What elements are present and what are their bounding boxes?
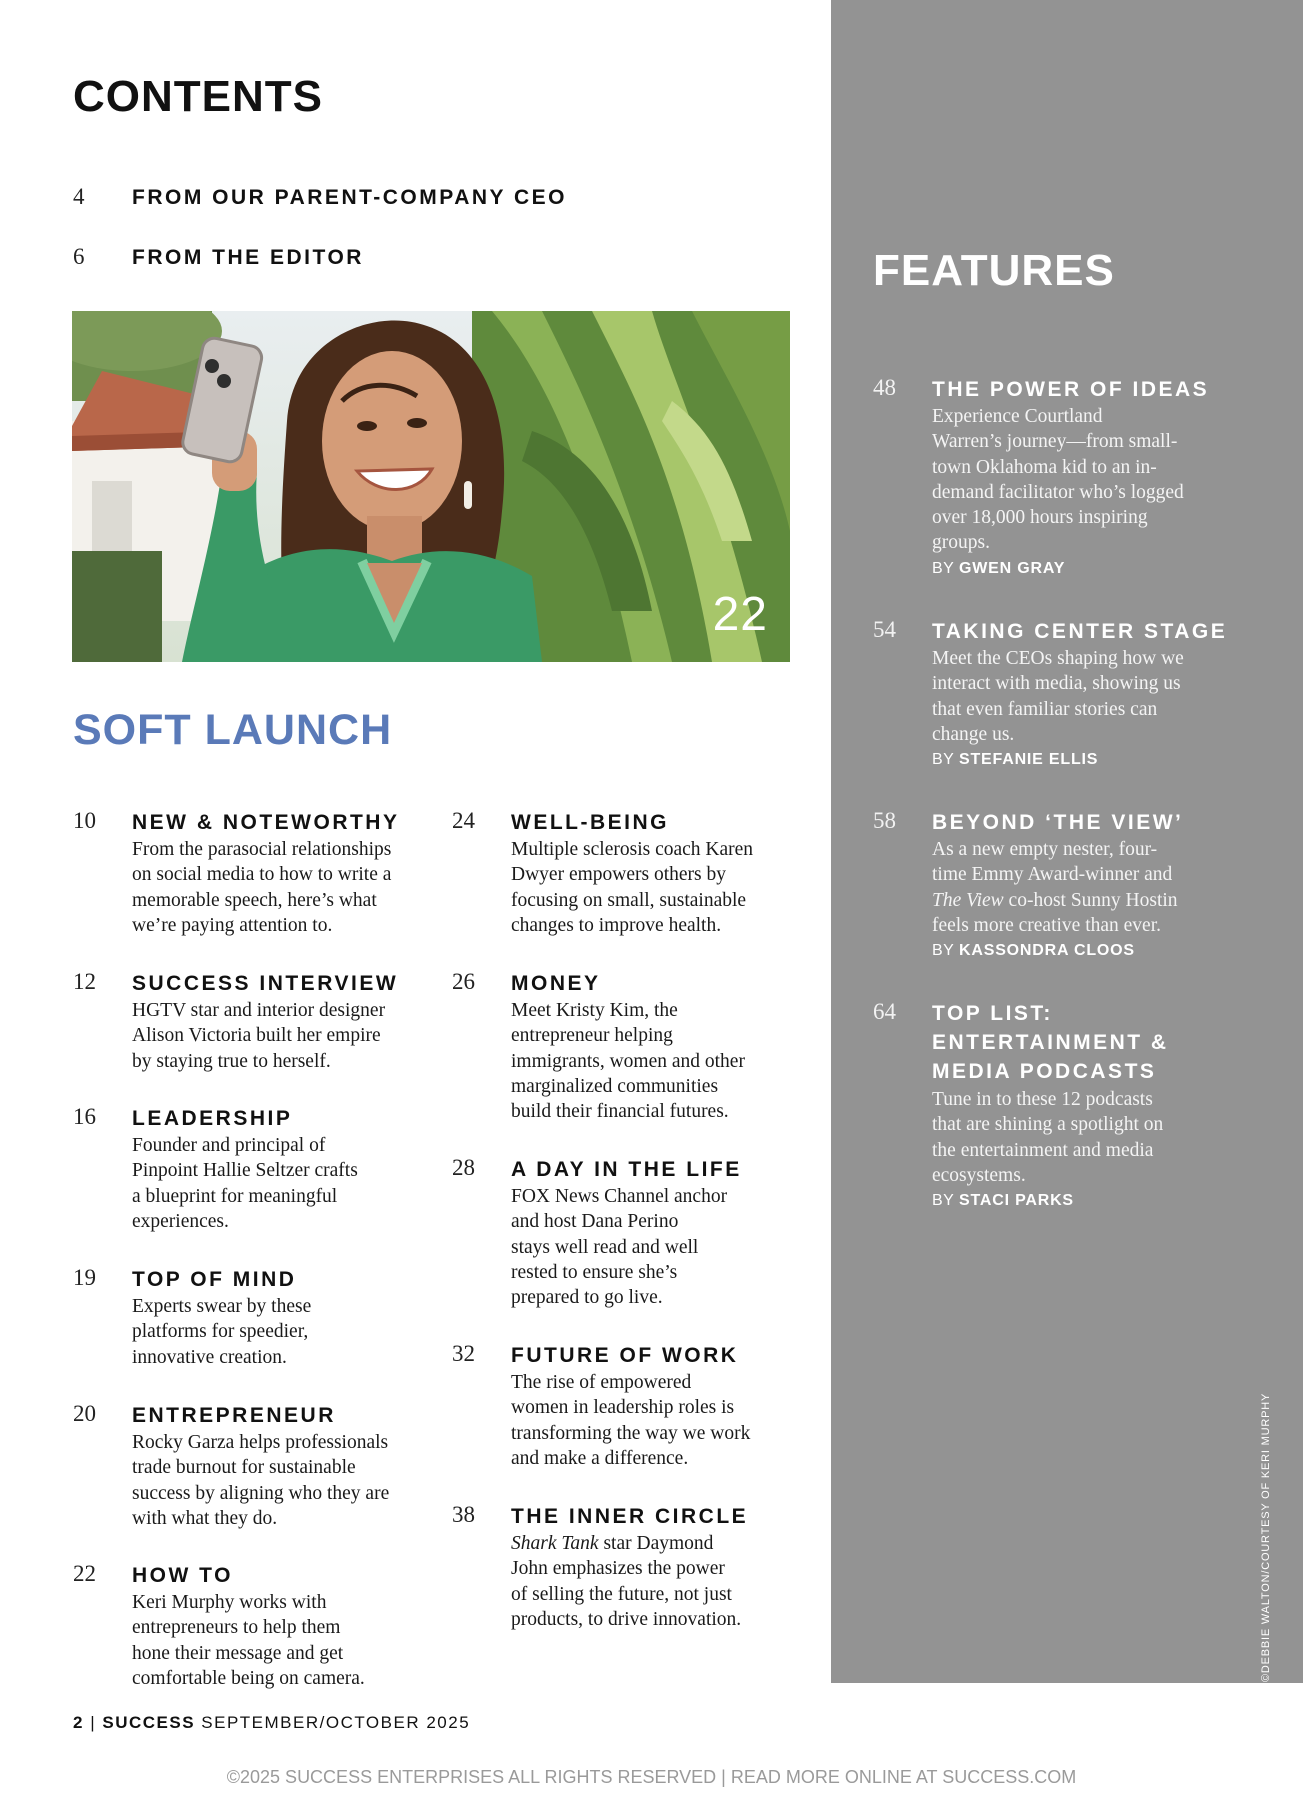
entry-description: Meet the CEOs shaping how we interact with media, showing us that even familiar stories can change us. [932,648,1184,745]
entry-title: FROM THE EDITOR [132,246,364,269]
entry-description: Keri Murphy works with entrepreneurs to help them hone their message and get comfortable being on camera. [132,1592,365,1689]
page-number: 28 [452,1155,475,1180]
byline: BY GWEN GRAY [932,560,1066,577]
photo-credit: ©DEBBIE WALTON/COURTESY OF KERI MURPHY [1260,1392,1272,1682]
entry-title: NEW & NOTEWORTHY [132,811,400,834]
entry-description: Founder and principal of Pinpoint Hallie Seltzer crafts a blueprint for meaningful experiences. [132,1135,358,1232]
page-number: 12 [73,969,96,994]
photo-page-number: 22 [712,588,768,641]
page-number: 10 [73,808,96,833]
entry-description: Experience Courtland Warren’s journey—from small- town Oklahoma kid to an in- demand facilitator who’s logged over 18,000 hours inspiring groups. [932,406,1184,554]
entry-description: Multiple sclerosis coach Karen Dwyer empowers others by focusing on small, sustainable changes to improve health. [511,839,754,936]
page-number: 19 [73,1265,96,1290]
entry-description: From the parasocial relationships on social media to how to write a memorable speech, here’s what we’re paying attention to. [132,839,392,936]
page-number: 54 [873,617,896,642]
entry-title: A DAY IN THE LIFE [511,1158,742,1181]
page-number: 6 [73,244,85,269]
entry-title: WELL-BEING [511,811,669,834]
entry-title: SUCCESS INTERVIEW [132,972,399,995]
entry-title: LEADERSHIP [132,1107,293,1130]
page-number: 4 [73,184,85,209]
folio-separator: | [90,1713,97,1732]
entry-description: FOX News Channel anchor and host Dana Perino stays well read and well rested to ensure she’s prepared to go live. [511,1186,728,1309]
page-number: 16 [73,1104,96,1129]
byline: BY KASSONDRA CLOOS [932,942,1135,959]
folio-issue: SEPTEMBER/OCTOBER 2025 [201,1713,471,1732]
entry-description: As a new empty nester, four- time Emmy Award-winner and The View co-host Sunny Hostin feels more creative than ever. [932,839,1178,936]
feature-photo[interactable] [72,311,790,662]
section-title-features: FEATURES [873,246,1115,295]
author-name: STACI PARKS [959,1192,1074,1209]
author-name: KASSONDRA CLOOS [959,942,1135,959]
entry-title: HOW TO [132,1564,233,1587]
entry-description: Shark Tank star Daymond John emphasizes the power of selling the future, not just products, to drive innovation. [511,1533,742,1630]
page-title: CONTENTS [73,72,323,121]
entry-title: MONEY [511,972,601,995]
page-number: 64 [873,999,896,1024]
copyright-line: ©2025 SUCCESS ENTERPRISES ALL RIGHTS RESERVED | READ MORE ONLINE AT SUCCESS.COM [226,1767,1077,1787]
toc-entry-editor[interactable] [73,244,773,276]
entry-title: TAKING CENTER STAGE [932,620,1228,643]
entry-title: ENTREPRENEUR [132,1404,336,1427]
entry-description: Experts swear by these platforms for speedier, innovative creation. [132,1296,312,1368]
entry-description: Tune in to these 12 podcasts that are shining a spotlight on the entertainment and media ecosystems. [932,1089,1164,1186]
section-title-soft-launch: SOFT LAUNCH [73,706,393,754]
entry-title: TOP OF MIND [132,1268,297,1291]
byline: BY STACI PARKS [932,1192,1074,1209]
toc-entry-parent-ceo[interactable] [73,184,773,216]
page-number: 26 [452,969,475,994]
entry-title-line: ENTERTAINMENT & [932,1031,1169,1054]
page-number: 20 [73,1401,96,1426]
entry-title: FROM OUR PARENT-COMPANY CEO [132,186,568,209]
page-number: 58 [873,808,896,833]
author-name: GWEN GRAY [959,560,1066,577]
folio-brand: SUCCESS [102,1713,196,1732]
page-number: 38 [452,1502,475,1527]
byline: BY STEFANIE ELLIS [932,751,1099,768]
entry-description: Rocky Garza helps professionals trade burnout for sustainable success by aligning who they are with what they do. [132,1432,390,1529]
author-name: STEFANIE ELLIS [959,751,1099,768]
entry-title: THE INNER CIRCLE [511,1505,749,1528]
page-number: 22 [73,1561,96,1586]
page-number: 24 [452,808,475,833]
page-number: 48 [873,375,896,400]
entry-title: BEYOND ‘THE VIEW’ [932,811,1184,834]
woman-selfie-illustration [72,311,790,662]
entry-title: FUTURE OF WORK [511,1344,739,1367]
entry-title: THE POWER OF IDEAS [932,378,1210,401]
entry-description: HGTV star and interior designer Alison Victoria built her empire by staying true to herself. [132,1000,386,1072]
entry-description: The rise of empowered women in leadership roles is transforming the way we work and make a difference. [511,1372,751,1469]
entry-title-line: TOP LIST: [932,1002,1053,1025]
entry-description: Meet Kristy Kim, the entrepreneur helping immigrants, women and other marginalized communities build their financial futures. [511,1000,745,1123]
folio [73,1713,470,1733]
entry-title-line: MEDIA PODCASTS [932,1060,1157,1083]
folio-page-number: 2 [73,1713,84,1732]
page-number: 32 [452,1341,475,1366]
